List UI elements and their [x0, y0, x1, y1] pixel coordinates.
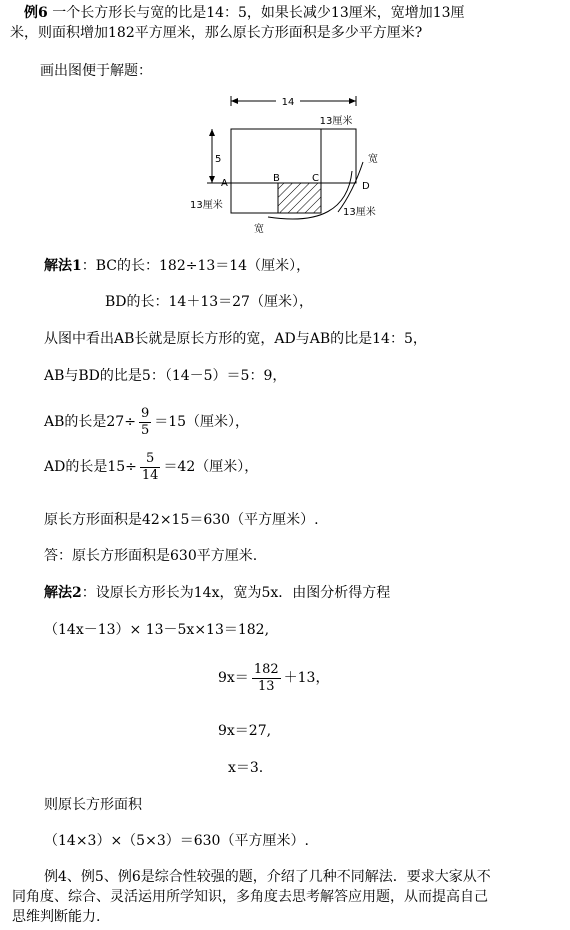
point-c: C [312, 173, 319, 184]
hint-text: 画出图便于解题： [40, 63, 152, 79]
method2-area-calc: （14×3）×（5×3）＝630（平方厘米）. [44, 833, 309, 849]
problem-line-1: 例6 一个长方形长与宽的比是14：5，如果长减少13厘米，宽增加13厘 [24, 5, 465, 21]
ab-fraction: $\frac{9}{5}$ [140, 405, 150, 438]
point-d: D [362, 181, 370, 192]
method1-line1: 解法1：BC的长：182÷13＝14（厘米）， [44, 258, 311, 274]
problem-line-2: 米，则面积增加182平方厘米，那么原长方形面积是多少平方厘米? [10, 25, 423, 41]
method1-ad-equation: AD的长是15÷ $\frac{5}{14}$ ＝42（厘米）， [44, 450, 259, 483]
point-a: A [221, 178, 228, 189]
width-arrow-bottom [209, 176, 215, 183]
ad-fraction: $\frac{5}{14}$ [141, 450, 159, 483]
method2-eq4: x＝3. [228, 760, 264, 776]
method1-answer: 答：原长方形面积是630平方厘米. [44, 548, 258, 564]
problem-label: 例6 [24, 5, 48, 21]
method1-label: 解法1 [44, 258, 82, 274]
bottom-label: 宽 [254, 224, 264, 235]
curve-right [338, 162, 363, 212]
top-label: 13厘米 [319, 116, 353, 127]
method1-line4: AB与BD的比是5：（14－5）＝5：9， [44, 368, 287, 384]
summary-line2: 同角度、综合、灵活运用所学知识，多角度去思考解答应用题，从而提高自己 [12, 889, 488, 905]
method2-eq3: 9x＝27, [218, 723, 272, 739]
method2-label: 解法2 [44, 585, 82, 601]
method2-eq2: 9x＝ $\frac{182}{13}$ ＋13， [218, 661, 330, 694]
summary-line3: 思维判断能力. [12, 909, 101, 925]
rectangle-diagram [188, 92, 398, 242]
method2-area-intro: 则原长方形面积 [44, 797, 142, 813]
dim-arrow-right [349, 98, 356, 104]
summary-line1: 例4、例5、例6是综合性较强的题，介绍了几种不同解法．要求大家从不 [44, 869, 491, 885]
method1-line2: BD的长：14＋13＝27（厘米）， [105, 294, 313, 310]
original-rectangle [231, 129, 356, 183]
left-label: 13厘米 [190, 200, 223, 211]
bottom-right-label: 13厘米 [343, 207, 376, 218]
method1-ab-equation: AB的长是27÷ $\frac{9}{5}$ ＝15（厘米）， [44, 405, 250, 438]
method2-eq1: （14x－13）× 13－5x×13＝182, [44, 622, 270, 638]
length-label: 14 [281, 97, 295, 108]
right-label: 宽 [368, 154, 378, 165]
eq2-fraction: $\frac{182}{13}$ [253, 661, 279, 694]
width-arrow-top [209, 129, 215, 136]
dim-arrow-left [231, 98, 238, 104]
method1-area: 原长方形面积是42×15＝630（平方厘米）. [44, 512, 319, 528]
width-label: 5 [215, 154, 222, 165]
method2-intro: 解法2：设原长方形长为14x，宽为5x．由图分析得方程 [44, 585, 391, 601]
hatched-area [278, 183, 321, 213]
point-b: B [273, 173, 280, 184]
method1-line3: 从图中看出AB长就是原长方形的宽，AD与AB的比是14：5， [44, 331, 427, 347]
